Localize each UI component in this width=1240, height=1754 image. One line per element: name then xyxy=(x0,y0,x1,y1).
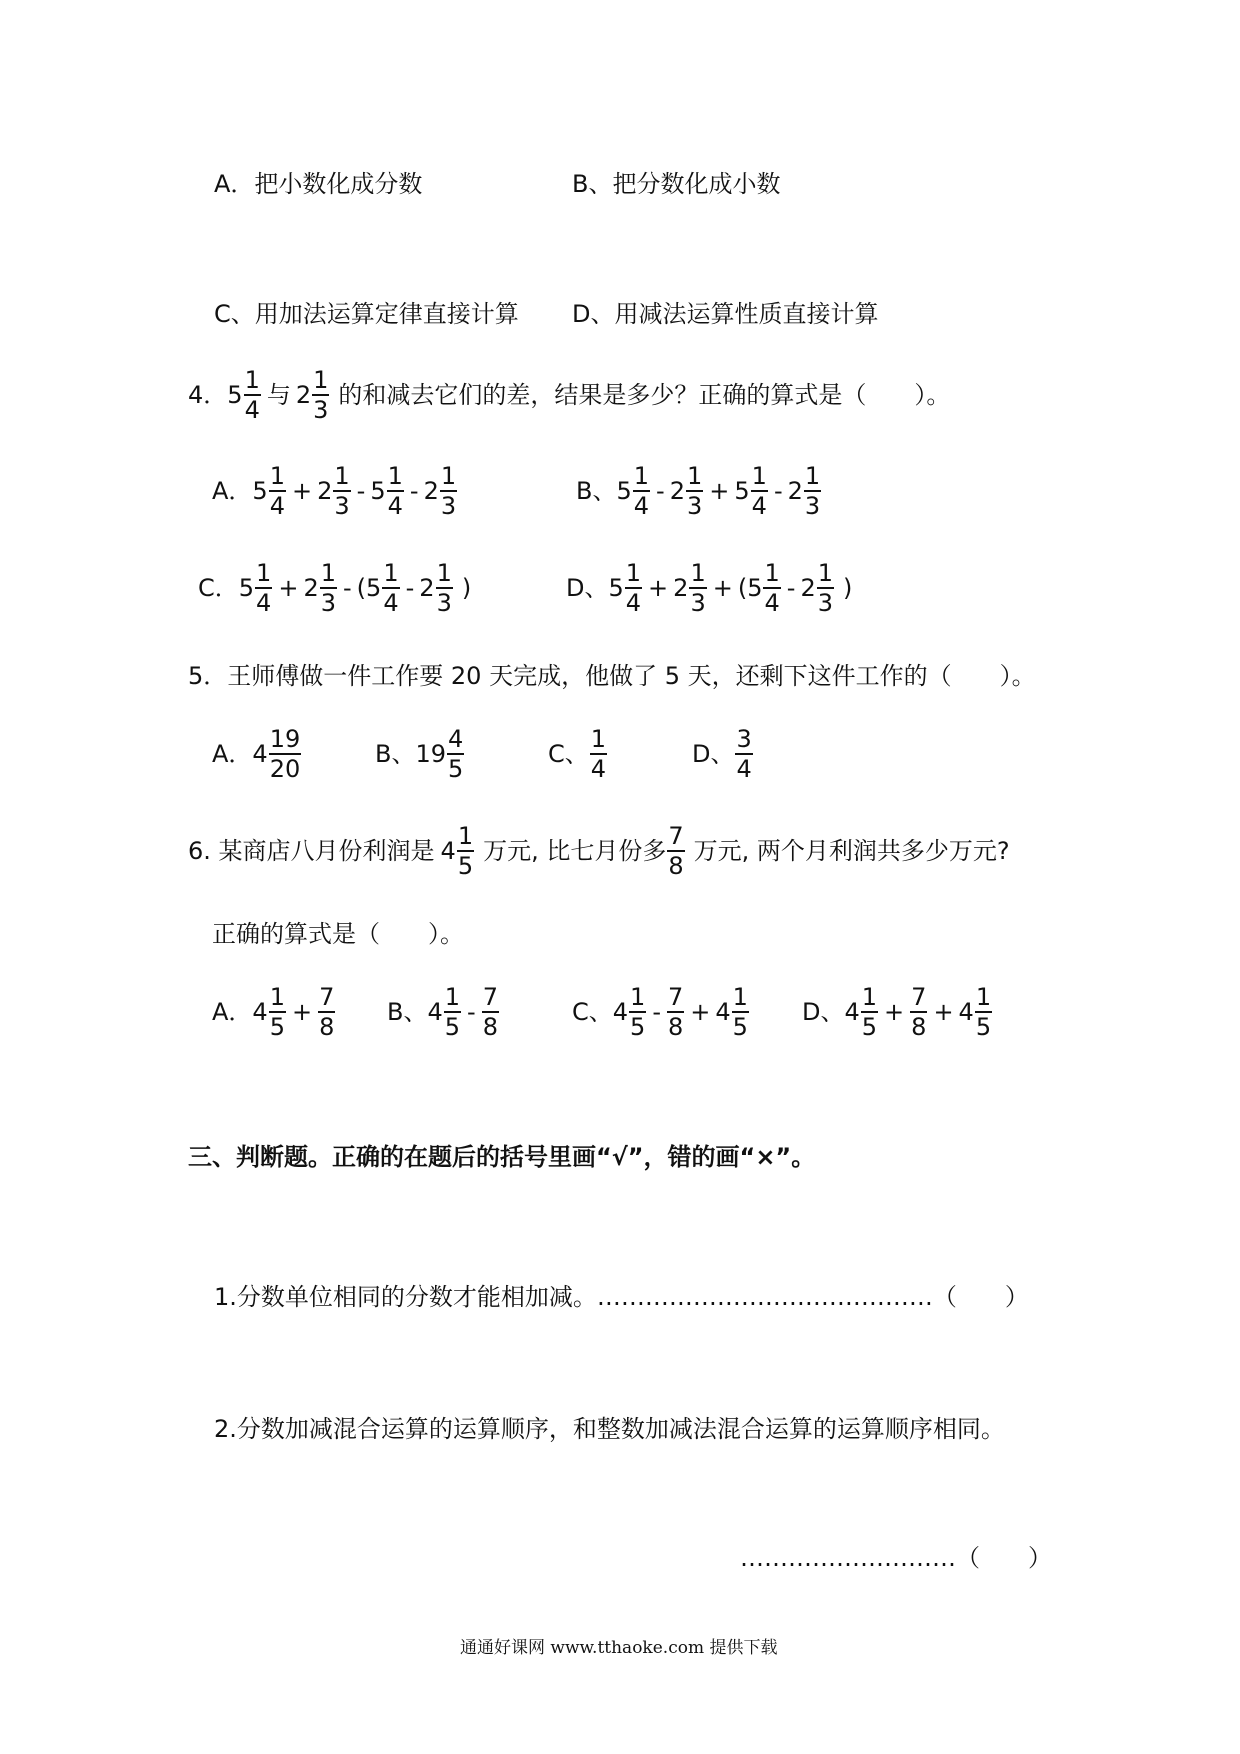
conjunction: 与 xyxy=(266,381,291,409)
q3-option-b: B、把分数化成小数 xyxy=(572,170,781,198)
section3-item-1: 1.分数单位相同的分数才能相加减。……………………………………（ ） xyxy=(214,1283,1029,1311)
q3-option-c: C、用加法运算定律直接计算 xyxy=(214,300,519,328)
q3-option-d: D、用减法运算性质直接计算 xyxy=(572,300,879,328)
q4-option-a: A． 5 $\frac{1}{4}$ + 2 $\frac{1}{3}$ - 5 $\frac{1}{4}$ - 2 $\frac{1}{3}$ xyxy=(212,462,457,520)
q4-number: 4． xyxy=(188,381,228,409)
fraction: $\frac{1}{4}$ xyxy=(244,366,260,424)
q4-stem xyxy=(188,366,950,424)
q5-option-b: B、 19 $\frac{4}{5}$ xyxy=(375,725,464,783)
q6-option-d: D、 4 $\frac{1}{5}$ + $\frac{7}{8}$ + 4 $\frac{1}{5}$ xyxy=(802,983,992,1041)
whole-number: 2 xyxy=(295,381,312,409)
q5-option-d: D、 $\frac{3}{4}$ xyxy=(692,725,752,783)
q5-option-c: C、 $\frac{1}{4}$ xyxy=(548,725,607,783)
q5-stem: 5．王师傅做一件工作要 20 天完成，他做了 5 天，还剩下这件工作的（ ）。 xyxy=(188,662,1036,690)
section3-item-2-tail: ………………………（ ） xyxy=(740,1544,1052,1572)
whole-number: 5 xyxy=(227,381,243,409)
q6-line2: 正确的算式是（ ）。 xyxy=(212,920,464,948)
q4-option-d: D、 5 $\frac{1}{4}$ + 2 $\frac{1}{3}$ + ( 5 $\frac{1}{4}$ - 2 $\frac{1}{3}$ ) xyxy=(566,559,853,617)
q4-option-c: C． 5 $\frac{1}{4}$ + 2 $\frac{1}{3}$ - ( 5 $\frac{1}{4}$ - 2 $\frac{1}{3}$ ) xyxy=(198,559,472,617)
q6-option-a: A． 4 $\frac{1}{5}$ + $\frac{7}{8}$ xyxy=(212,983,335,1041)
footer: 通通好课网 www.tthaoke.com 提供下载 xyxy=(460,1638,778,1658)
q4-option-b: B、 5 $\frac{1}{4}$ - 2 $\frac{1}{3}$ + 5 $\frac{1}{4}$ - 2 $\frac{1}{3}$ xyxy=(576,462,821,520)
q6-option-c: C、 4 $\frac{1}{5}$ - $\frac{7}{8}$ + 4 $\frac{1}{5}$ xyxy=(572,983,748,1041)
q6-stem: 6. 某商店八月份利润是 4 $\frac{1}{5}$ 万元, 比七月份多 $\frac{7}{8}$ 万元, 两个月利润共多少万元? xyxy=(188,822,1010,880)
q5-option-a: A． 4 $\frac{19}{20}$ xyxy=(212,725,301,783)
q4-text: 的和减去它们的差，结果是多少？正确的算式是（ ）。 xyxy=(338,381,951,409)
fraction: $\frac{1}{3}$ xyxy=(313,366,329,424)
section3-item-2: 2.分数加减混合运算的运算顺序，和整数加减法混合运算的运算顺序相同。 xyxy=(214,1415,1005,1443)
q3-option-a: A．把小数化成分数 xyxy=(214,170,423,198)
section3-heading: 三、判断题。正确的在题后的括号里画“√”，错的画“×”。 xyxy=(188,1143,816,1171)
q6-option-b: B、 4 $\frac{1}{5}$ - $\frac{7}{8}$ xyxy=(387,983,498,1041)
